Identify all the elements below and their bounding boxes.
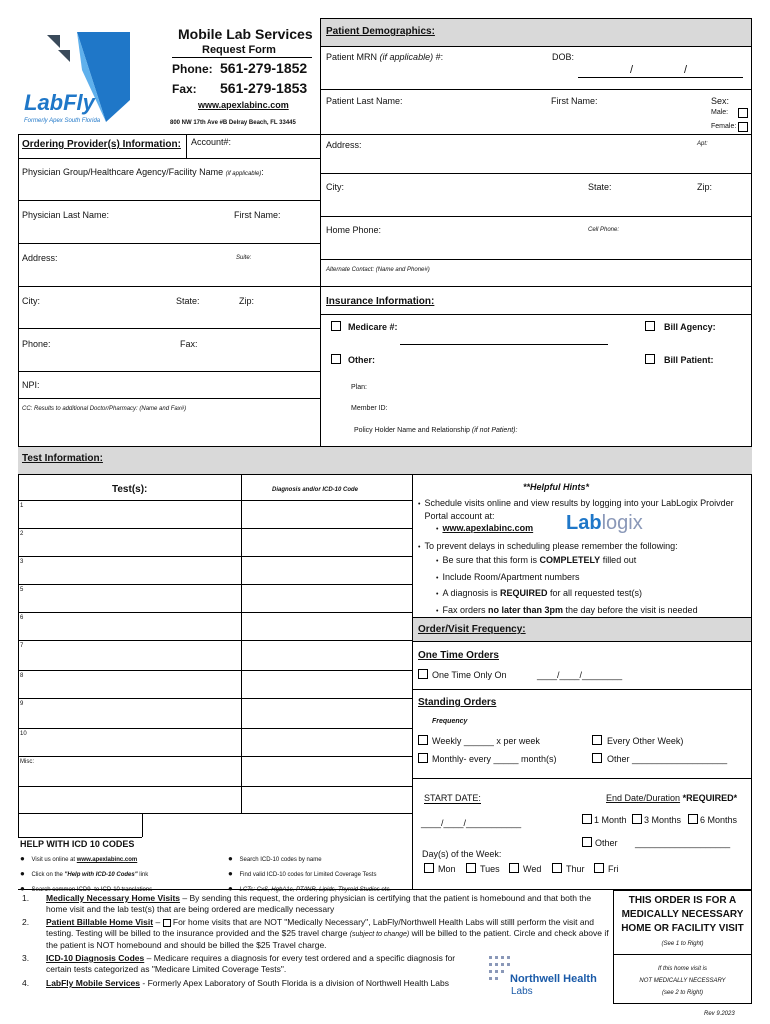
physician-state-label: State: — [176, 296, 200, 306]
icd-help-list-a: ● Visit us online at www.apexlabinc.com ● Click on the "Help with ICD-10 Codes" link ● Search common ICD9- to ICD-10 translations — [20, 854, 153, 893]
phone-label: Phone: — [172, 62, 213, 76]
six-months-label: 6 Months — [700, 815, 738, 825]
hints-title: **Helpful Hints* — [523, 482, 590, 492]
order-box-not2: NOT MEDICALLY NECESSARY — [639, 978, 726, 984]
hint-2: To prevent delays in scheduling please remember the following: — [424, 540, 678, 551]
every-other-week-checkbox[interactable] — [592, 735, 602, 745]
end-date-label: End Date/Duration *REQUIRED* — [606, 793, 738, 803]
form-subtitle: Request Form — [202, 44, 276, 56]
lab-address: 800 NW 17th Ave #B Delray Beach, FL 33445 — [170, 120, 296, 126]
one-time-only-checkbox[interactable] — [418, 669, 428, 679]
other-duration-label: Other — [595, 838, 618, 848]
order-box-see2: (see 2 to Right) — [661, 990, 704, 996]
provider-group-label: Physician Group/Healthcare Agency/Facility Name (if applicable): — [22, 167, 264, 177]
test-row-5-label: 6 — [20, 615, 24, 621]
physician-last-name-label: Physician Last Name: — [22, 210, 110, 220]
patient-first-name-label: First Name: — [551, 96, 598, 106]
icd-help-list-b: ● Search ICD-10 codes by name ● Find valid ICD-10 codes for Limited Coverage Tests ● LCTs: CxS, HgbA1c, PT/INR, Lipids, Thyroid Studies etc. — [228, 854, 392, 893]
lablogix-logo: Lablogix — [566, 512, 643, 534]
northwell-name: Northwell Health — [510, 973, 597, 985]
cc-results-label: CC: Results to additional Doctor/Pharmacy: (Name and Fax#) — [22, 406, 187, 412]
misc-label: Misc: — [20, 759, 34, 765]
thur-checkbox[interactable] — [552, 863, 562, 873]
logo-subtext: Formerly Apex South Florida — [24, 118, 101, 124]
cell-phone-label: Cell Phone: — [588, 227, 620, 233]
sex-label: Sex: — [711, 96, 730, 106]
one-time-only-label: One Time Only On — [432, 670, 507, 680]
test-row-1-label: 1 — [20, 503, 24, 509]
account-label: Account#: — [191, 137, 232, 147]
medicare-checkbox[interactable] — [331, 321, 341, 331]
order-box-title: THIS ORDER IS FOR A MEDICALLY NECESSARY HOME OR FACILITY VISIT — [621, 895, 744, 934]
other-insurance-label: Other: — [348, 355, 375, 365]
monthly-checkbox[interactable] — [418, 753, 428, 763]
every-other-week-label: Every Other Week) — [607, 736, 684, 746]
one-time-orders-title: One Time Orders — [418, 650, 499, 661]
days-of-week-label: Day(s) of the Week: — [422, 849, 502, 859]
patient-section-title: Patient Demographics: — [326, 26, 435, 37]
logo-text: LabFly — [24, 90, 95, 115]
physician-fax-label: Fax: — [180, 339, 198, 349]
hint-room: Include Room/Apartment numbers — [442, 571, 580, 582]
bill-patient-label: Bill Patient: — [664, 355, 714, 365]
notes-list: 1. Medically Necessary Home Visits – By sending this request, the ordering physician is certifying that the patient is homebound and that both the home visit and the lab test(s) that are being ordered are medically necessary 2. Patient Billable Home Visit – For home visits that are NOT "Medically Necessary", LabFly/Northwell Health Labs will stilll perform the visit and testing. Testing will be billed to the insurance provided and the $25 travel charge (subject to change) will be billed to the patient. Circle and check above if the patient is NOT homebound and should be billed the $25 Travel charge. 3. ICD-10 Diagnosis Codes – Medicare requires a diagnosis for every test ordered and a specific diagnosis for certain tests categorized as "Medicare Limited Coverage Tests". 4. LabFly Mobile Services - Formerly Apex Laboratory of South Florida is a division of Northwell Health Labs — [22, 893, 609, 988]
provider-section-title: Ordering Provider(s) Information: — [22, 139, 181, 150]
fax-label: Fax: — [172, 82, 197, 96]
one-month-checkbox[interactable] — [582, 814, 592, 824]
test-row-9-label: 10 — [20, 731, 27, 737]
three-months-label: 3 Months — [644, 815, 682, 825]
bill-agency-label: Bill Agency: — [664, 322, 716, 332]
monthly-label: Monthly- every _____ month(s) — [432, 754, 557, 764]
patient-address-label: Address: — [326, 140, 362, 150]
test-column-header: Test(s): — [112, 484, 148, 495]
fax-number: 561-279-1853 — [220, 80, 308, 96]
medicare-number-line — [400, 344, 608, 345]
alt-contact-label: Alternate Contact: (Name and Phone#) — [326, 267, 430, 273]
medicare-label: Medicare #: — [348, 322, 398, 332]
member-id-label: Member ID: — [351, 405, 388, 412]
weekly-label: Weekly ______ x per week — [432, 736, 540, 746]
hint-link[interactable]: www.apexlabinc.com — [442, 523, 534, 533]
dob-label: DOB: — [552, 52, 575, 62]
order-box-not1: If this home visit is — [657, 966, 707, 972]
male-label: Male: — [711, 109, 729, 116]
other-frequency-label: Other ___________________ — [607, 754, 728, 764]
standing-orders-title: Standing Orders — [418, 697, 497, 708]
physician-zip-label: Zip: — [239, 296, 255, 306]
weekly-checkbox[interactable] — [418, 735, 428, 745]
one-month-label: 1 Month — [594, 815, 627, 825]
frequency-label: Frequency — [432, 718, 468, 725]
home-phone-label: Home Phone: — [326, 225, 382, 235]
test-row-3-label: 3 — [20, 559, 24, 565]
test-row-7-label: 8 — [20, 673, 24, 679]
mon-label: Mon — [438, 864, 456, 874]
apt-label: Apt: — [697, 141, 708, 147]
thur-label: Thur — [566, 864, 585, 874]
bill-agency-checkbox[interactable] — [645, 321, 655, 331]
other-frequency-checkbox[interactable] — [592, 753, 602, 763]
start-date-label: START DATE: — [424, 793, 481, 803]
website-link[interactable]: www.apexlabinc.com — [198, 100, 289, 110]
patient-last-name-label: Patient Last Name: — [326, 96, 403, 106]
phone-number: 561-279-1852 — [220, 60, 308, 76]
fri-label: Fri — [608, 864, 619, 874]
fri-checkbox[interactable] — [594, 863, 604, 873]
hint-1: Schedule visits online and view results by logging into your LabLogix Proivder Portal account at: — [424, 498, 734, 521]
physician-phone-label: Phone: — [22, 339, 51, 349]
patient-zip-label: Zip: — [697, 182, 713, 192]
patient-state-label: State: — [588, 182, 612, 192]
one-time-date-field[interactable]: ____/____/________ — [537, 670, 623, 680]
physician-city-label: City: — [22, 296, 40, 306]
northwell-sub: Labs — [511, 986, 533, 997]
test-row-8-label: 9 — [20, 701, 24, 707]
policy-holder-label: Policy Holder Name and Relationship (if not Patient): — [354, 427, 518, 434]
order-box-see1: (See 1 to Right) — [661, 941, 704, 947]
test-section-title: Test Information: — [22, 453, 103, 464]
insurance-section-title: Insurance Information: — [326, 296, 435, 307]
icd-help-title: HELP WITH ICD 10 CODES — [20, 839, 135, 849]
test-row-2-label: 2 — [20, 531, 24, 537]
bill-patient-checkbox[interactable] — [645, 354, 655, 364]
patient-mrn-label: Patient MRN (if applicable) #: — [326, 52, 444, 62]
mon-checkbox[interactable] — [424, 863, 434, 873]
start-date-field[interactable]: ____/____/___________ — [421, 818, 522, 828]
physician-first-name-label: First Name: — [234, 210, 281, 220]
frequency-section-title: Order/Visit Frequency: — [418, 624, 526, 635]
six-months-checkbox[interactable] — [688, 814, 698, 824]
npi-label: NPI: — [22, 380, 40, 390]
three-months-checkbox[interactable] — [632, 814, 642, 824]
patient-city-label: City: — [326, 182, 344, 192]
wed-checkbox[interactable] — [509, 863, 519, 873]
male-checkbox[interactable] — [738, 108, 748, 118]
other-duration-field[interactable]: ___________________ — [635, 838, 731, 848]
revision: Rev 9.2023 — [704, 1011, 735, 1017]
hints-block: • Schedule visits online and view results by logging into your LabLogix Proivder Portal account at: • www.apexlabinc.com • To prevent delays in scheduling please remember the following: • Be sure that this form is COMPLETELY filled out • Include Room/Apartment numbers • A diagnosis is REQUIRED for all requested test(s) • Fax orders no later than 3pm the day before the visit is needed — [418, 497, 750, 618]
wed-label: Wed — [523, 864, 542, 874]
physician-address-label: Address: — [22, 253, 58, 263]
tues-label: Tues — [480, 864, 500, 874]
test-row-4-label: 5 — [20, 587, 24, 593]
dob-field[interactable]: / / — [578, 64, 743, 78]
other-duration-checkbox[interactable] — [582, 837, 592, 847]
form-title: Mobile Lab Services — [178, 26, 313, 42]
diagnosis-column-header: Diagnosis and/or ICD-10 Code — [272, 487, 359, 493]
test-row-6-label: 7 — [20, 643, 24, 649]
female-label: Female: — [711, 123, 737, 130]
tues-checkbox[interactable] — [466, 863, 476, 873]
billable-checkbox[interactable] — [163, 919, 171, 927]
female-checkbox[interactable] — [738, 122, 748, 132]
suite-label: Suite: — [236, 255, 252, 261]
other-insurance-checkbox[interactable] — [331, 354, 341, 364]
plan-label: Plan: — [351, 384, 367, 391]
